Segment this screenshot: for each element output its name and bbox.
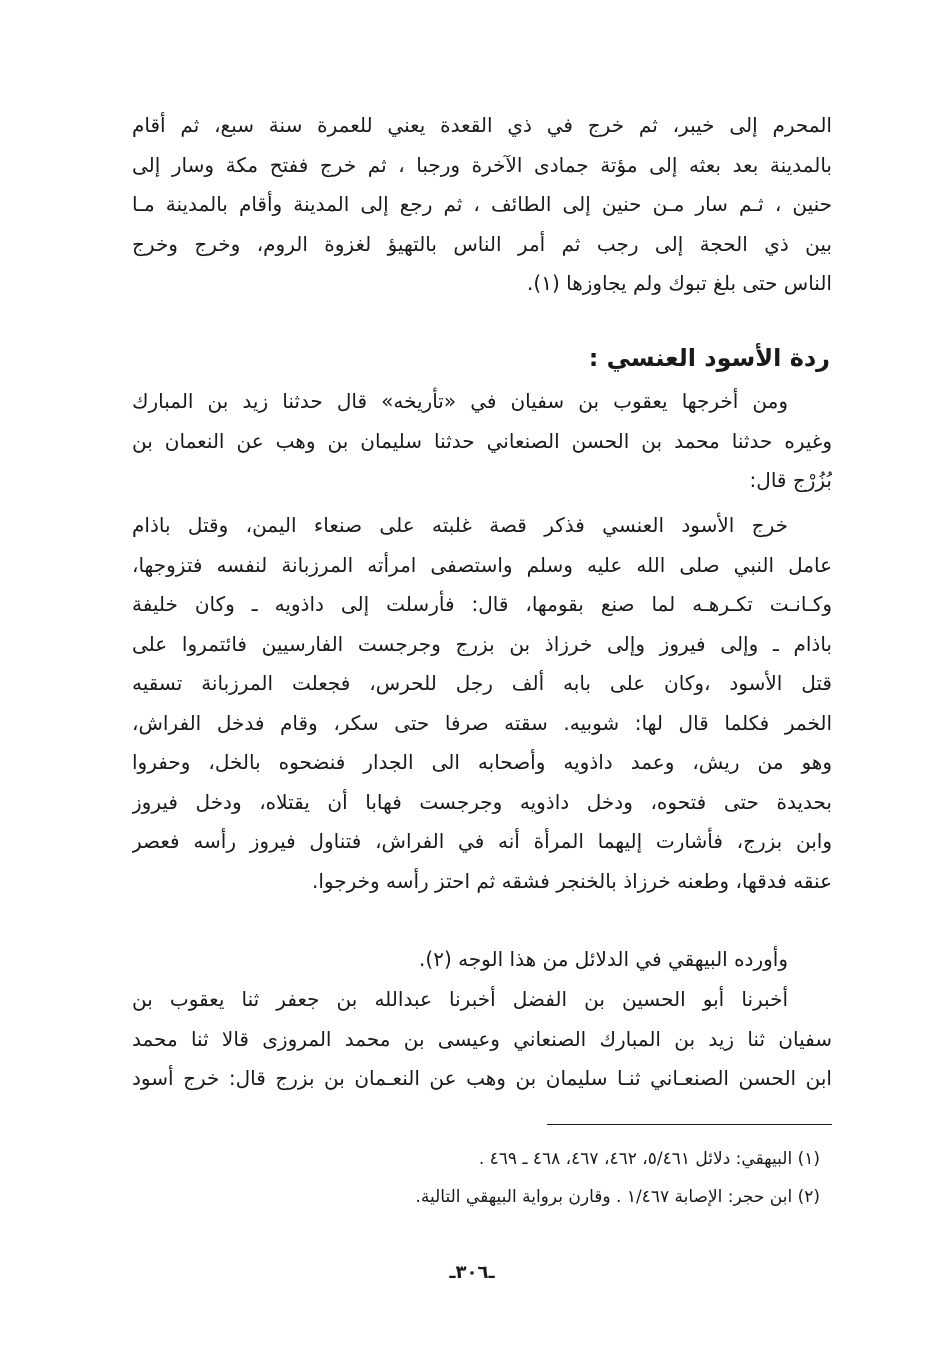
text-line: الناس حتى بلغ تبوك ولم يجاوزها (١). [527, 271, 832, 295]
footnote-2: (٢) ابن حجر: الإصابة ١/٤٦٧ . وقارن برواية البيهقي التالية. [415, 1187, 820, 1207]
text-line: عامل النبي صلى الله عليه وسلم واستصفى امرأته المرزبانة لنفسه فتزوجها، [132, 552, 832, 577]
text-line: ومن أخرجها يعقوب بن سفيان في «تأريخه» قال حدثنا زيد بن المبارك [132, 389, 788, 413]
text-line: بين ذي الحجة إلى رجب ثم أمر الناس بالتهيؤ لغزوة الروم، وخرج وخرج [132, 231, 832, 256]
footnotes [132, 1140, 820, 1216]
text-line: بحديدة حتى فتحوه، ودخل داذويه وجرجست فهابا أن يقتلاه، ودخل فيروز [132, 789, 832, 814]
paragraph-second-isnad [132, 980, 832, 1099]
text-line: خرج الأسود العنسي فذكر قصة غلبته على صنعاء اليمن، وقتل باذام [132, 513, 788, 537]
text-line: وابن بزرج، فأشارت إليهما المرأة أنه في الفراش، فتناول فيروز رأسه فعصر [132, 829, 832, 853]
paragraph-campaigns [132, 106, 832, 304]
footnote-1: (١) البيهقي: دلائل ٥/٤٦١، ٤٦٢، ٤٦٧، ٤٦٨ ـ ٤٦٩ . [478, 1149, 820, 1169]
text-line: وكـانـت تكـرهـه لما صنع بقومها، قال: فأرسلت إلى داذويه ـ وكان خليفة [132, 592, 832, 616]
text-line: عنقه فدقها، وطعنه خرزاذ بالخنجر فشقه ثم احتز رأسه وخرجوا. [311, 868, 832, 893]
text-line: بالمدينة بعد بعثه إلى مؤتة جمادى الآخرة ورجبا ، ثم خرج ففتح مكة وسار إلى [132, 152, 832, 177]
text-line: الخمر فكلما قال لها: شوبيه. سقته صرفا حتى سكر، وقام فدخل الفراش، [132, 710, 832, 735]
text-line: وأورده البيهقي في الدلائل من هذا الوجه (٢). [419, 947, 788, 971]
text-line: وهو من ريش، وعمد داذويه وأصحابه الى الجدار فنضحوه بالخل، وحفروا [132, 750, 832, 774]
paragraph-bayhaqi [132, 940, 832, 980]
text-line: المحرم إلى خيبر، ثم خرج في ذي القعدة يعني للعمرة سنة سبع، ثم أقام [132, 113, 832, 137]
footnote-divider [547, 1124, 832, 1125]
text-line: أخبرنا أبو الحسين بن الفضل أخبرنا عبدالله بن جعفر ثنا يعقوب بن [132, 987, 788, 1011]
text-line: باذام ـ وإلى فيروز وإلى خرزاذ بن بزرج وجرجست الفارسيين فائتمروا على [132, 631, 832, 656]
paragraph-narrative [132, 506, 832, 901]
section-heading: ردة الأسود العنسي : [588, 344, 830, 372]
text-line: بُزُرْج قال: [749, 468, 832, 492]
text-line: سفيان ثنا زيد بن المبارك الصنعاني وعيسى بن محمد المروزى قالا ثنا محمد [132, 1026, 832, 1051]
text-line: ابن الحسن الصنعـاني ثنـا سليمان بن وهب عن النعـمان بن بزرج قال: خرج أسود [132, 1066, 832, 1090]
paragraph-isnad [132, 382, 832, 501]
text-line: قتل الأسود ،وكان على بابه ألف رجل للحرس، فجعلت المرزبانة تسقيه [132, 671, 832, 695]
text-line: حنين ، ثـم سار مـن حنين إلى الطائف ، ثم رجع إلى المدينة وأقام بالمدينة مـا [132, 192, 832, 216]
page-number: ـ٣٠٦ـ [449, 1262, 495, 1283]
text-line: وغيره حدثنا محمد بن الحسن الصنعاني حدثنا سليمان بن وهب عن النعمان بن [132, 428, 832, 453]
